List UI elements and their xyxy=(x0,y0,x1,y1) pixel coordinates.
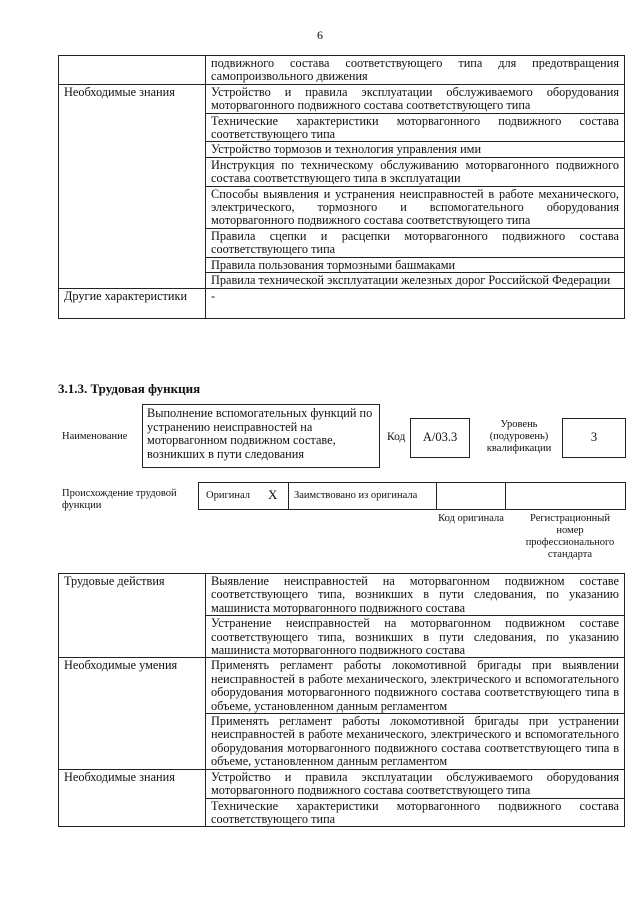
divider xyxy=(288,482,289,510)
divider xyxy=(436,482,437,510)
table-row xyxy=(59,574,625,616)
row-label: Необходимые знания xyxy=(59,84,206,288)
table-row xyxy=(59,658,625,714)
function-name: Выполнение вспомогательных функций по устранению неисправностей на моторвагонном подвижном составе, возникших в пути следования xyxy=(147,406,373,461)
row-label: Необходимые умения xyxy=(59,658,206,769)
divider xyxy=(505,482,506,510)
row-item: Устройство и правила эксплуатации обслуживаемого оборудования моторвагонного подвижного состава соответствующего типа xyxy=(206,769,625,798)
borrowed-label: Заимствовано из оригинала xyxy=(294,490,418,501)
level-label: Уровень (подуровень) квалификации xyxy=(486,419,552,454)
code-label: Код xyxy=(387,431,406,443)
code-box xyxy=(410,418,470,458)
row-item: подвижного состава соответствующего типа для предотвращения самопроизвольного движения xyxy=(206,56,625,85)
table-row xyxy=(59,56,625,85)
row-item: Правила сцепки и расцепки моторвагонного подвижного состава соответствующего типа xyxy=(206,228,625,257)
row-item: Устранение неисправностей на моторвагонном подвижном составе соответствующего типа, возникших в пути следования, по указанию машиниста моторвагонного подвижного состава xyxy=(206,616,625,658)
table-row xyxy=(59,769,625,798)
code-value: А/03.3 xyxy=(422,430,458,444)
row-item: Устройство тормозов и технология управления ими xyxy=(206,142,625,157)
row-item: Способы выявления и устранения неисправностей в работе механического, электрического, тормозного и вспомогательного оборудования моторвагонного подвижного состава соответствующего типа xyxy=(206,186,625,228)
requirements-table-bottom xyxy=(58,573,625,827)
row-label: Другие характеристики xyxy=(59,288,206,318)
requirements-table-top xyxy=(58,55,625,319)
section-heading: 3.1.3. Трудовая функция xyxy=(58,381,201,396)
row-item: Выявление неисправностей на моторвагонном подвижном составе соответствующего типа, возникших в пути следования, по указанию машиниста моторвагонного подвижного состава xyxy=(206,574,625,616)
origin-label: Происхождение трудовой функции xyxy=(62,488,177,511)
reg-caption: Регистрационный номер профессионального стандарта xyxy=(525,513,615,560)
row-item: Применять регламент работы локомотивной бригады при устранении неисправностей в работе механического, электрического и вспомогательного оборудования моторвагонного подвижного состава соответствующего типа в объеме, установленном данным регламентом xyxy=(206,714,625,770)
row-item: Технические характеристики моторвагонного подвижного состава соответствующего типа xyxy=(206,113,625,142)
level-box xyxy=(562,418,626,458)
row-item: Применять регламент работы локомотивной бригады при выявлении неисправностей в работе механического, электрического и вспомогательного оборудования моторвагонного подвижного состава соответствующего типа в объеме, установленном данным регламентом xyxy=(206,658,625,714)
table-row xyxy=(59,84,625,113)
row-label xyxy=(59,56,206,85)
table-row xyxy=(59,288,625,318)
original-mark: X xyxy=(268,487,278,502)
row-item: Правила технической эксплуатации железных дорог Российской Федерации xyxy=(206,273,625,288)
original-label: Оригинал xyxy=(206,490,250,501)
name-label: Наименование xyxy=(62,431,128,442)
level-value: 3 xyxy=(590,430,598,444)
page-number: 6 xyxy=(317,28,323,42)
function-name-box xyxy=(142,404,380,468)
row-item: - xyxy=(206,288,625,318)
row-item: Инструкция по техническому обслуживанию моторвагонного подвижного состава соответствующего типа в эксплуатации xyxy=(206,157,625,186)
row-item: Устройство и правила эксплуатации обслуживаемого оборудования моторвагонного подвижного состава соответствующего типа xyxy=(206,84,625,113)
row-item: Правила пользования тормозными башмаками xyxy=(206,257,625,272)
row-label: Трудовые действия xyxy=(59,574,206,658)
row-item: Технические характеристики моторвагонного подвижного состава соответствующего типа xyxy=(206,798,625,827)
code-caption: Код оригинала xyxy=(438,513,504,524)
row-label: Необходимые знания xyxy=(59,769,206,827)
